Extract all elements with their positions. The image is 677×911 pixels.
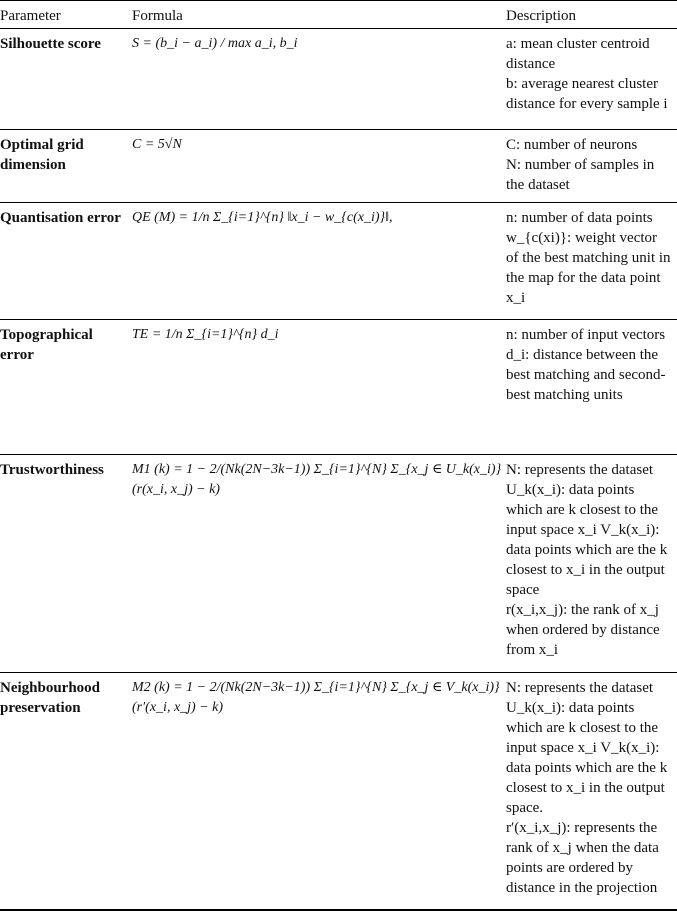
formula-cell: M1 (k) = 1 − 2/(Nk(2N−3k−1)) Σ_{i=1}^{N} Σ_{x_j ∈ U_k(x_i)} (r(x_i, x_j) − k) <box>132 462 502 497</box>
parameter-cell: Trustworthiness <box>0 462 104 478</box>
formula-cell: QE (M) = 1/n Σ_{i=1}^{n} ‖x_i − w_{c(x_i)}‖, <box>132 210 393 225</box>
parameter-cell: Quantisation error <box>0 210 121 226</box>
parameter-cell: Optimal grid dimension <box>0 137 84 173</box>
table-row <box>0 130 677 203</box>
header-description: Description <box>506 8 576 24</box>
description-cell: C: number of neurons N: number of samples in the dataset <box>506 137 655 193</box>
table-row <box>0 455 677 673</box>
parameter-cell: Silhouette score <box>0 36 101 52</box>
description-cell: n: number of data points w_{c(xi)}: weight vector of the best matching unit in the map for the data point x_i <box>506 210 671 306</box>
table-row <box>0 320 677 455</box>
description-cell: n: number of input vectors d_i: distance between the best matching and second-best matching units <box>506 327 666 403</box>
description-cell: N: represents the dataset U_k(x_i): data points which are k closest to the input space x_i V_k(x_i): data points which are the k closest to x_i in the output space. r′(x_i,x_j): represents the rank of x_j when the data points are ordered by distance in the projection <box>506 680 668 896</box>
parameter-cell: Topographical error <box>0 327 93 363</box>
formula-cell: C = 5√N <box>132 137 182 152</box>
table-row <box>0 673 677 910</box>
formula-cell: M2 (k) = 1 − 2/(Nk(2N−3k−1)) Σ_{i=1}^{N} Σ_{x_j ∈ V_k(x_i)} (r′(x_i, x_j) − k) <box>132 680 500 715</box>
formula-cell: TE = 1/n Σ_{i=1}^{n} d_i <box>132 327 279 342</box>
table-row <box>0 29 677 130</box>
table-row <box>0 203 677 320</box>
description-cell: a: mean cluster centroid distance b: average nearest cluster distance for every sample i <box>506 36 668 112</box>
header-parameter: Parameter <box>0 8 61 24</box>
parameter-cell: Neighbourhood preservation <box>0 680 101 716</box>
header-formula: Formula <box>132 8 183 24</box>
header-row <box>0 1 677 29</box>
formula-cell: S = (b_i − a_i) / max a_i, b_i <box>132 36 298 51</box>
description-cell: N: represents the dataset U_k(x_i): data points which are k closest to the input space x_i V_k(x_i): data points which are the k closest to x_i in the output space r(x_i,x_j): the rank of x_j when ordered by distance from x_i <box>506 462 668 658</box>
